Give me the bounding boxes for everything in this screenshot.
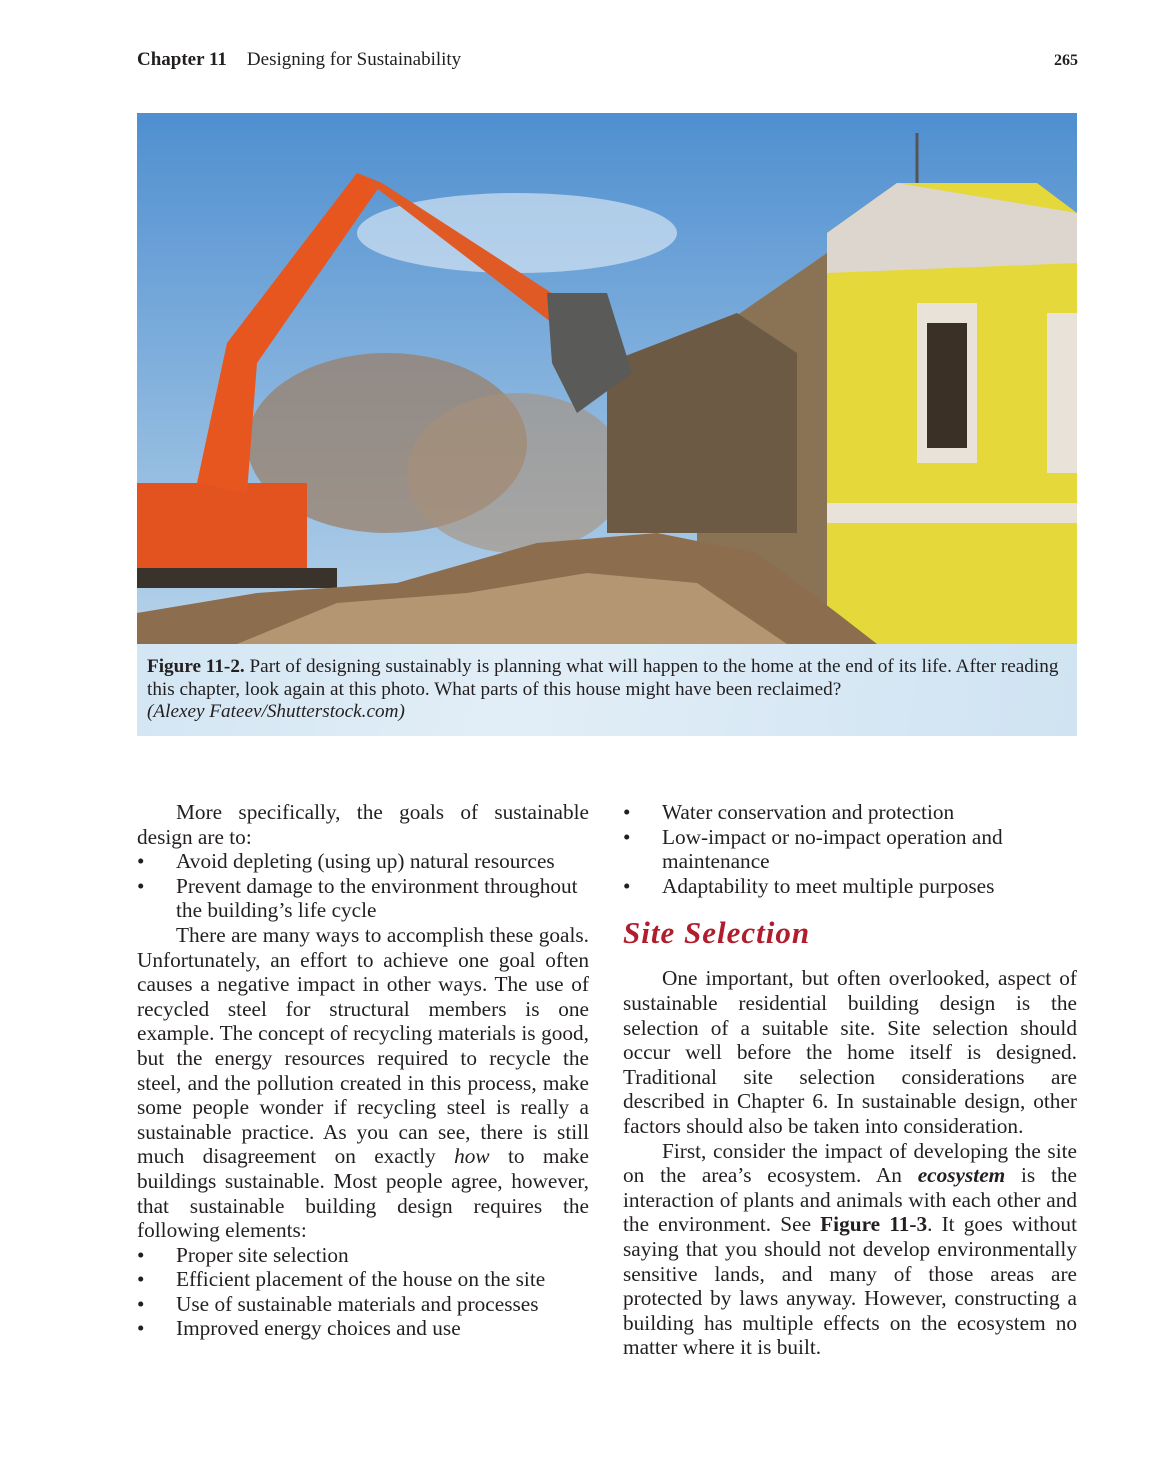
text-run: to make buildings sustainable. Most people agree, however, that sustainable building design requires the following elements: <box>137 1144 589 1243</box>
list-item: • Proper site selection <box>137 1243 589 1268</box>
text-run: First, consider the impact of developing the site on the area’s ecosystem. An <box>623 1138 1077 1188</box>
right-column <box>623 800 1077 1360</box>
text-run: is the interaction of plants and animals with each other and the environment. See <box>623 1163 1077 1237</box>
list-item: • Adaptability to meet multiple purposes <box>623 874 1077 899</box>
text-run: . It goes without saying that you should not develop environmentally sensitive lands, and many of those areas are protected by laws anyway. However, constructing a building has multiple effects on the ecosystem no matter where it is built. <box>623 1212 1078 1360</box>
figure-caption-text: Part of designing sustainably is planning what will happen to the home at the end of its life. After reading this chapter, look again at this photo. What parts of this house might have been reclaimed? <box>147 656 1059 700</box>
intro-paragraph: More specifically, the goals of sustainable design are to: <box>137 800 589 849</box>
body-paragraph <box>623 1139 1077 1360</box>
figure-reference: Figure 11-3 <box>820 1212 928 1237</box>
body-paragraph: One important, but often overlooked, aspect of sustainable residential building design is the selection of a suitable site. Site selection should occur well before the home itself is designed. Traditional site selection considerations are described in Chapter 6. In sustainable design, other factors should also be taken into consideration. <box>623 966 1077 1138</box>
section-heading: Site Selection <box>623 915 811 951</box>
key-term: ecosystem <box>917 1163 1006 1188</box>
elements-list <box>137 1243 589 1341</box>
running-header <box>137 49 461 71</box>
elements-list-continued <box>623 800 1077 898</box>
list-item: • Improved energy choices and use <box>137 1316 589 1341</box>
emphasis: how <box>454 1144 490 1169</box>
list-item: • Low-impact or no-impact operation and maintenance <box>623 825 1077 874</box>
chapter-number: Chapter 11 <box>137 49 227 70</box>
body-paragraph <box>137 923 589 1243</box>
figure-label: Figure 11-2. <box>147 656 245 677</box>
text-run: There are many ways to accomplish these goals. Unfortunately, an effort to achieve one goal often causes a negative impact in other ways. The use of recycled steel for structural members is one example. The concept of recycling materials is good, but the energy resources required to recycle the steel, and the pollution created in this process, make some people wonder if recycling steel is really a sustainable practice. As you can see, there is still much disagreement on exactly <box>137 922 589 1169</box>
left-column <box>137 800 589 1341</box>
figure-caption <box>137 644 1077 736</box>
list-item: • Prevent damage to the environment throughout the building’s life cycle <box>137 874 589 923</box>
list-item: • Use of sustainable materials and processes <box>137 1292 589 1317</box>
photo-credit: (Alexey Fateev/Shutterstock.com) <box>147 701 405 722</box>
list-item: • Avoid depleting (using up) natural resources <box>137 849 589 874</box>
list-item: • Water conservation and protection <box>623 800 1077 825</box>
page-number: 265 <box>1054 52 1078 69</box>
demolition-photo <box>137 113 1077 644</box>
chapter-title: Designing for Sustainability <box>246 49 462 70</box>
goals-list <box>137 849 589 923</box>
list-item: • Efficient placement of the house on the site <box>137 1267 589 1292</box>
